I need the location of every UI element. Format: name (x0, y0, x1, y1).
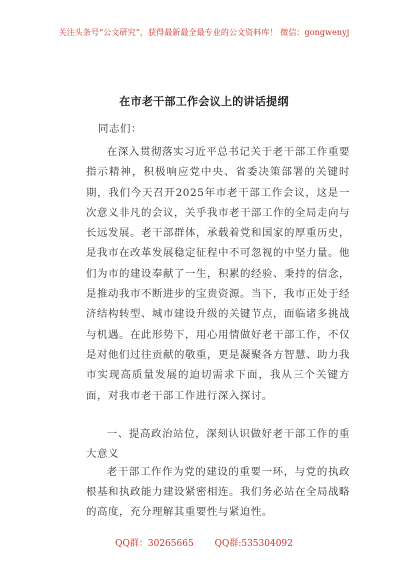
footer-qq-group-2: QQ群:535304092 (214, 539, 293, 549)
salutation: 同志们： (98, 123, 142, 135)
paragraph-2: 老干部工作作为党的建设的重要一环，与党的执政根基和执政能力建设紧密相连。我们务必站在全局战略的高度，充分理解其重要性与紧迫性。 (86, 466, 350, 518)
footer-banner (0, 536, 408, 549)
section-heading-1: 一、提高政治站位，深刻认识做好老干部工作的重大意义 (86, 428, 350, 460)
paragraph-1: 在深入贯彻落实习近平总书记关于老干部工作重要指示精神，积极响应党中央、省委决策部署的关键时期，我们今天召开2025年市老干部工作会议，这是一次意义非凡的会议，关乎我市老干部工作的全局走向与长远发展。老干部群体，承载着党和国家的厚重历史，是我市在改革发展稳定征程中不可忽视的中坚力量。他们为市的建设奉献了一生，积累的经验、秉持的信念，是推动我市不断进步的宝贵资源。当下，我市正处于经济结构转型、城市建设升级的关键节点，面临诸多挑战与机遇。在此形势下，用心用情做好老干部工作，不仅是对他们过往贡献的敬重，更是凝聚各方智慧、助力我市实现高质量发展的迫切需求下面，我从三个关键方面，对我市老干部工作进行深入探讨。 (86, 146, 350, 402)
footer-qq-group-1: QQ群：30265665 (115, 539, 194, 549)
header-banner: 关注头条号“公文研究”，获得最新最全最专业的公文资料库！ 微信：gongwenyj (58, 28, 350, 37)
document-title: 在市老干部工作会议上的讲话提纲 (119, 95, 289, 108)
